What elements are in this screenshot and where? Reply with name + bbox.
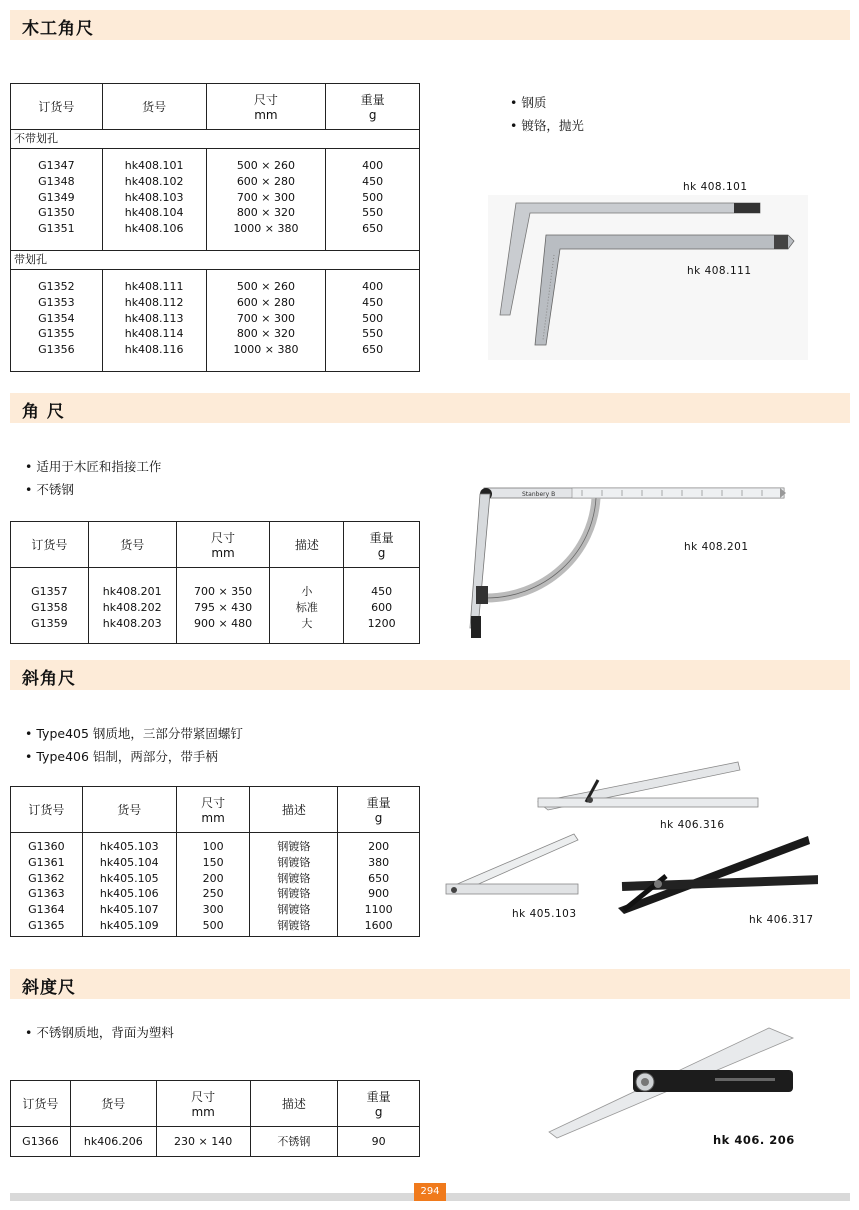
list-item: G1364	[28, 903, 65, 917]
list-item: 500	[202, 918, 224, 932]
col-header: 订货号	[11, 84, 103, 130]
header-line: 尺寸	[201, 796, 226, 810]
col-header: 订货号	[11, 522, 89, 568]
col-header-line	[177, 794, 250, 825]
list-item: 450	[362, 295, 384, 309]
feature-list	[510, 91, 584, 137]
list-item: G1363	[28, 887, 65, 901]
list-item: 钢镀铬	[277, 887, 311, 901]
product-label: hk 405.103	[512, 908, 577, 920]
list-item: 1100	[364, 903, 393, 917]
product-label: hk 406.316	[660, 819, 725, 831]
list-item: hk408.201	[102, 585, 162, 598]
list-item: 1000 × 380	[233, 343, 299, 357]
table-row	[11, 568, 420, 644]
list-item: hk405.104	[99, 855, 159, 869]
description-list	[250, 839, 337, 934]
list-item: G1366	[22, 1134, 59, 1148]
list-item: hk408.202	[102, 600, 162, 614]
section-title: 木工角尺	[22, 19, 94, 39]
header-line: 重量	[369, 531, 394, 545]
list-item: 900 × 480	[193, 616, 253, 630]
order-no-list	[11, 279, 102, 358]
carpenter-square-image	[488, 195, 808, 360]
order-no-list	[11, 584, 88, 631]
header-line: g	[377, 546, 386, 560]
col-header-line	[338, 1088, 419, 1119]
list-item: 600	[371, 600, 393, 614]
list-item: hk408.101	[124, 159, 184, 172]
col-header	[206, 84, 326, 130]
page-number: 294	[414, 1183, 446, 1201]
list-item: 800 × 320	[236, 327, 296, 341]
list-item: 200	[368, 840, 390, 853]
col-header	[326, 84, 420, 130]
header-line: g	[374, 1105, 383, 1119]
list-item: 700 × 350	[193, 585, 253, 598]
list-item: G1351	[38, 222, 75, 236]
col-header	[156, 1081, 250, 1127]
header-line: mm	[211, 546, 235, 560]
list-item: hk408.104	[124, 206, 184, 220]
list-item: G1362	[28, 871, 65, 885]
table-row	[11, 1127, 420, 1157]
order-no-list	[11, 158, 102, 237]
item-no-list	[83, 839, 176, 934]
list-item: 大	[301, 616, 313, 630]
list-item: • Type406 铝制，两部分，带手柄	[25, 745, 243, 768]
header-line: 重量	[360, 93, 385, 107]
col-header-line	[326, 91, 419, 122]
list-item: G1359	[31, 616, 68, 630]
col-header	[176, 522, 270, 568]
list-item: 250	[202, 887, 224, 901]
header-line: mm	[254, 108, 278, 122]
product-label: hk 408.111	[687, 265, 752, 277]
list-item: • 钢质	[510, 91, 584, 114]
square-with-protractor-image	[462, 478, 792, 648]
list-item: 90	[371, 1134, 386, 1148]
spec-table-sliding-bevel	[10, 1080, 420, 1157]
list-item: hk408.116	[124, 343, 184, 357]
item-no-list	[103, 279, 206, 358]
col-header	[176, 787, 250, 833]
group-row	[11, 251, 420, 270]
col-header-line	[177, 529, 270, 560]
list-item: 700 × 300	[236, 190, 296, 204]
col-header-line	[344, 529, 419, 560]
header-line: 尺寸	[211, 531, 236, 545]
list-item: G1350	[38, 206, 75, 220]
spec-table-bevel-square	[10, 786, 420, 937]
bevel-squares-image	[438, 760, 818, 930]
list-item: G1356	[38, 343, 75, 357]
weight-list	[326, 279, 419, 358]
col-header: 订货号	[11, 1081, 71, 1127]
list-item: • Type405 钢质地，三部分带紧固螺钉	[25, 722, 243, 745]
item-no-list	[71, 1134, 156, 1150]
feature-list	[25, 455, 161, 501]
item-no-list	[89, 584, 176, 631]
list-item: hk405.106	[99, 887, 159, 901]
header-line: 重量	[366, 796, 391, 810]
list-item: 550	[362, 206, 384, 220]
col-header	[344, 522, 420, 568]
list-item: hk405.109	[99, 918, 159, 932]
feature-list	[25, 1021, 174, 1044]
list-item: 600 × 280	[236, 295, 296, 309]
list-item: 钢镀铬	[277, 871, 311, 885]
table-row	[11, 149, 420, 251]
list-item: • 镀铬，抛光	[510, 114, 584, 137]
weight-list	[344, 584, 419, 631]
header-line: g	[368, 108, 377, 122]
list-item: 795 × 430	[193, 600, 253, 614]
list-item: G1357	[31, 585, 68, 598]
header-line: 尺寸	[253, 93, 278, 107]
list-item: G1349	[38, 190, 75, 204]
list-item: 700 × 300	[236, 311, 296, 325]
col-header: 描述	[250, 787, 338, 833]
table-row	[11, 270, 420, 372]
list-item: 600 × 280	[236, 174, 296, 188]
list-item: 550	[362, 327, 384, 341]
list-item: 400	[362, 159, 384, 172]
list-item: 500	[362, 311, 384, 325]
list-item: 800 × 320	[236, 206, 296, 220]
header-line: g	[374, 811, 383, 825]
list-item: G1354	[38, 311, 75, 325]
header-line: 重量	[366, 1090, 391, 1104]
list-item: hk408.114	[124, 327, 184, 341]
description-list	[270, 584, 343, 631]
list-item: 450	[362, 174, 384, 188]
section-header-bevel-square	[10, 660, 850, 690]
list-item: 钢镀铬	[277, 840, 311, 853]
header-line: mm	[201, 811, 225, 825]
list-item: G1352	[38, 280, 75, 293]
list-item: hk408.113	[124, 311, 184, 325]
header-line: 尺寸	[191, 1090, 216, 1104]
col-header	[338, 787, 420, 833]
size-list	[207, 158, 326, 237]
col-header: 描述	[250, 1081, 338, 1127]
list-item: 100	[202, 840, 224, 853]
list-item: 230 × 140	[174, 1134, 233, 1148]
list-item: 钢镀铬	[277, 855, 311, 869]
list-item: • 适用于木匠和指接工作	[25, 455, 161, 478]
list-item: G1358	[31, 600, 68, 614]
feature-list	[25, 722, 243, 768]
product-label: hk 406. 206	[713, 1133, 795, 1147]
col-header-line	[338, 794, 419, 825]
list-item: hk408.203	[102, 616, 162, 630]
order-no-list	[11, 1134, 70, 1150]
col-header	[338, 1081, 420, 1127]
col-header-line	[207, 91, 326, 122]
list-item: • 不锈钢	[25, 478, 161, 501]
list-item: hk405.105	[99, 871, 159, 885]
list-item: 200	[202, 871, 224, 885]
list-item: hk408.112	[124, 295, 184, 309]
list-item: hk408.106	[124, 222, 184, 236]
list-item: 500	[362, 190, 384, 204]
spec-table-carpenter-square	[10, 83, 420, 372]
size-list	[207, 279, 326, 358]
item-no-list	[103, 158, 206, 237]
col-header: 描述	[270, 522, 344, 568]
list-item: 小	[301, 585, 313, 598]
section-title: 斜角尺	[22, 669, 76, 689]
col-header: 货号	[88, 522, 176, 568]
list-item: 500 × 260	[236, 280, 296, 293]
header-line: mm	[191, 1105, 215, 1119]
section-title: 斜度尺	[22, 978, 76, 998]
list-item: 650	[368, 871, 390, 885]
list-item: 900	[368, 887, 390, 901]
group-row	[11, 130, 420, 149]
col-header: 订货号	[11, 787, 83, 833]
list-item: 500 × 260	[236, 159, 296, 172]
section-header-sliding-bevel	[10, 969, 850, 999]
weight-list	[338, 839, 419, 934]
col-header-line	[157, 1088, 250, 1119]
list-item: 650	[362, 343, 384, 357]
list-item: G1355	[38, 327, 75, 341]
order-no-list	[11, 839, 82, 934]
list-item: 150	[202, 855, 224, 869]
col-header: 货号	[82, 787, 176, 833]
size-list	[157, 1134, 250, 1150]
size-list	[177, 584, 270, 631]
spec-table-square	[10, 521, 420, 644]
col-header: 货号	[102, 84, 206, 130]
size-list	[177, 839, 250, 934]
list-item: 450	[371, 585, 393, 598]
list-item: G1347	[38, 159, 75, 172]
table-row	[11, 833, 420, 937]
list-item: G1365	[28, 918, 65, 932]
list-item: G1361	[28, 855, 65, 869]
group-label: 带划孔	[11, 251, 420, 270]
list-item: 标准	[295, 600, 318, 614]
description-list	[251, 1134, 338, 1150]
list-item: hk408.102	[124, 174, 184, 188]
list-item: 300	[202, 903, 224, 917]
list-item: hk408.103	[124, 190, 184, 204]
weight-list	[338, 1134, 419, 1150]
list-item: 1600	[364, 918, 393, 932]
list-item: 650	[362, 222, 384, 236]
list-item: 1000 × 380	[233, 222, 299, 236]
list-item: 1200	[367, 616, 396, 630]
list-item: 钢镀铬	[277, 903, 311, 917]
list-item: G1348	[38, 174, 75, 188]
list-item: hk406.206	[83, 1134, 143, 1148]
list-item: 400	[362, 280, 384, 293]
col-header: 货号	[70, 1081, 156, 1127]
list-item: 380	[368, 855, 390, 869]
product-label: hk 408.101	[683, 181, 748, 193]
sliding-bevel-image	[545, 1022, 805, 1140]
list-item: hk405.107	[99, 903, 159, 917]
list-item: hk408.111	[124, 280, 184, 293]
list-item: G1360	[28, 840, 65, 853]
section-title: 角 尺	[22, 402, 65, 422]
list-item: G1353	[38, 295, 75, 309]
section-header-square	[10, 393, 850, 423]
weight-list	[326, 158, 419, 237]
list-item: hk405.103	[99, 840, 159, 853]
list-item: 不锈钢	[277, 1134, 311, 1148]
group-label: 不带划孔	[11, 130, 420, 149]
list-item: • 不锈钢质地，背面为塑料	[25, 1021, 174, 1044]
product-label: hk 406.317	[749, 914, 814, 926]
product-label: hk 408.201	[684, 541, 749, 553]
engraved-brand: Stanbery B	[522, 491, 556, 498]
list-item: 钢镀铬	[277, 918, 311, 932]
section-header-carpenter-square	[10, 10, 850, 40]
